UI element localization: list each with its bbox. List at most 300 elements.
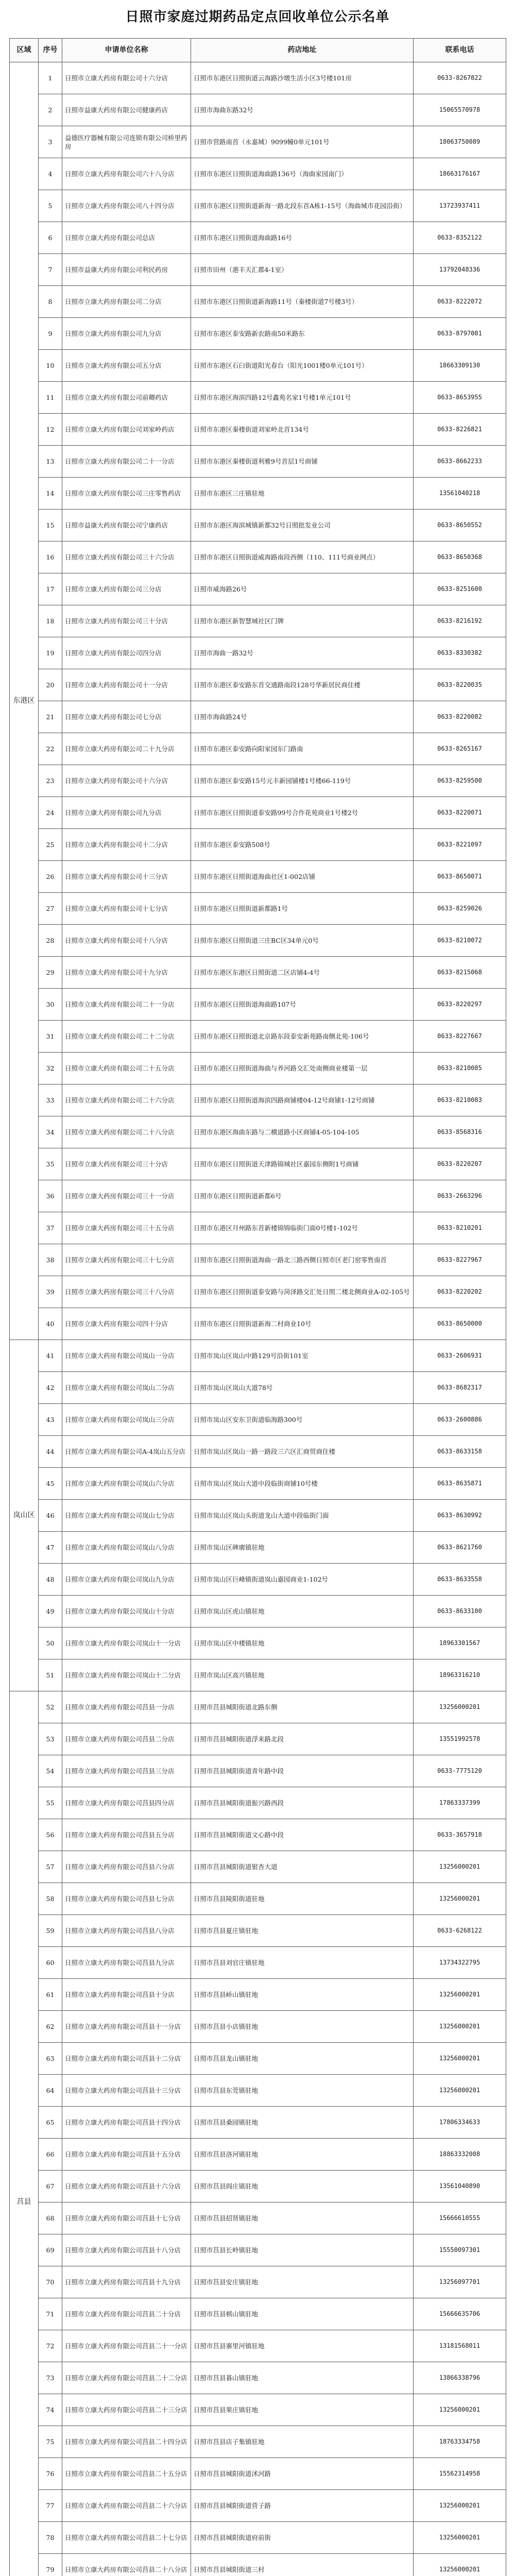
unit-name: 日照市立康大药房有限公司岚山一分店 [62, 1340, 191, 1372]
unit-name: 日照市立康大药房有限公司八十四分店 [62, 190, 191, 222]
unit-name: 日照市立康大药房有限公司莒县二十六分店 [62, 2490, 191, 2522]
contact-phone: 13256000201 [414, 2043, 506, 2075]
row-number: 28 [39, 925, 62, 957]
contact-phone: 0633-8797001 [414, 318, 506, 350]
contact-phone: 13561040218 [414, 478, 506, 510]
table-row [10, 1500, 506, 1532]
store-address: 日照市东港区秦楼街道利雅9号首层1号商铺 [191, 446, 414, 478]
contact-phone: 18863332008 [414, 2139, 506, 2171]
contact-phone: 0633-8633158 [414, 1436, 506, 1468]
unit-name: 日照市立康大药房有限公司岚山二分店 [62, 1372, 191, 1404]
store-address: 日照市东港区日照街道海曲路16号 [191, 222, 414, 254]
unit-name: 日照市立康大药房有限公司三十七分店 [62, 1244, 191, 1276]
row-number: 16 [39, 541, 62, 573]
unit-name: 日照市立康大药房有限公司莒县二十七分店 [62, 2522, 191, 2554]
row-number: 53 [39, 1723, 62, 1755]
unit-name: 日照市立康大药房有限公司岚山三分店 [62, 1404, 191, 1436]
table-row [10, 2107, 506, 2139]
unit-name: 日照市立康大药房有限公司十六分店 [62, 765, 191, 797]
unit-name: 日照市立康大药房有限公司莒县十五分店 [62, 2139, 191, 2171]
table-row [10, 126, 506, 158]
unit-name: 日照市立康大药房有限公司十一分店 [62, 669, 191, 701]
table-row [10, 2426, 506, 2458]
table-row [10, 2139, 506, 2171]
table-row [10, 1564, 506, 1596]
contact-phone: 0633-8330382 [414, 637, 506, 669]
contact-phone: 0633-8568316 [414, 1116, 506, 1148]
table-row [10, 701, 506, 733]
table-row [10, 478, 506, 510]
table-row [10, 2171, 506, 2202]
row-number: 44 [39, 1436, 62, 1468]
table-row [10, 1659, 506, 1691]
unit-name: 日照市立康大药房有限公司二十六分店 [62, 1084, 191, 1116]
row-number: 74 [39, 2394, 62, 2426]
row-number: 3 [39, 126, 62, 158]
table-row [10, 2202, 506, 2234]
row-number: 47 [39, 1532, 62, 1564]
unit-name: 日照市立康大药房有限公司莒县三分店 [62, 1755, 191, 1787]
store-address: 日照市东港区三庄镇驻地 [191, 478, 414, 510]
contact-phone: 0633-8220297 [414, 989, 506, 1021]
store-address: 日照市东港区日照街道海曲与养河路交汇处南侧商业楼第一层 [191, 1053, 414, 1084]
table-row [10, 1947, 506, 1979]
contact-phone: 0633-8210083 [414, 1084, 506, 1116]
unit-name: 日照市益康大药房有限公司宁康药店 [62, 510, 191, 541]
table-row [10, 2490, 506, 2522]
table-row [10, 2362, 506, 2394]
unit-name: 日照市立康大药房有限公司十八分店 [62, 925, 191, 957]
contact-phone: 18763334758 [414, 2426, 506, 2458]
unit-name: 日照市立康大药房有限公司莒县一分店 [62, 1691, 191, 1723]
row-number: 13 [39, 446, 62, 478]
store-address: 日照市莒县城阳街道三村 [191, 2554, 414, 2576]
row-number: 55 [39, 1787, 62, 1819]
table-row [10, 637, 506, 669]
row-number: 63 [39, 2043, 62, 2075]
table-row [10, 1596, 506, 1628]
unit-name: 日照市立康大药房有限公司莒县二十三分店 [62, 2394, 191, 2426]
unit-name: 日照市立康大药房有限公司七分店 [62, 701, 191, 733]
unit-name: 日照市立康大药房有限公司二十一分店 [62, 989, 191, 1021]
contact-phone: 0633-2606931 [414, 1340, 506, 1372]
contact-phone: 0633-8650552 [414, 510, 506, 541]
table-row [10, 1628, 506, 1659]
contact-phone: 13256000201 [414, 1979, 506, 2011]
table-row [10, 541, 506, 573]
unit-name: 日照市益康大药房有限公司健康药店 [62, 94, 191, 126]
store-address: 日照市海曲路24号 [191, 701, 414, 733]
table-row [10, 989, 506, 1021]
column-header-unit-name: 申请单位名称 [62, 39, 191, 62]
table-row [10, 1372, 506, 1404]
store-address: 日照市东港区日照街道新海路11号（秦楼街道7号楼3号） [191, 286, 414, 318]
store-address: 日照市莒县城阳街道沭河路 [191, 2458, 414, 2490]
row-number: 29 [39, 957, 62, 989]
table-row [10, 2330, 506, 2362]
contact-phone: 0633-8682317 [414, 1372, 506, 1404]
district-cell: 莒县 [10, 1691, 39, 2576]
table-row [10, 2043, 506, 2075]
contact-phone: 18963316210 [414, 1659, 506, 1691]
store-address: 日照市东港区日照街道新海二村商业10号 [191, 1308, 414, 1340]
table-row [10, 2458, 506, 2490]
store-address: 日照市东港区日照街道新海一路北段东首A栋1-15号（海曲城市花园沿街） [191, 190, 414, 222]
contact-phone: 18063750089 [414, 126, 506, 158]
table-row [10, 1084, 506, 1116]
contact-phone: 0633-8650071 [414, 861, 506, 893]
contact-phone: 0633-8630992 [414, 1500, 506, 1532]
row-number: 9 [39, 318, 62, 350]
row-number: 27 [39, 893, 62, 925]
store-address: 日照市莒县店子集镇驻地 [191, 2426, 414, 2458]
row-number: 75 [39, 2426, 62, 2458]
store-address: 日照市莒县阎庄镇驻地 [191, 2171, 414, 2202]
table-row [10, 1883, 506, 1915]
table-row [10, 2011, 506, 2043]
row-number: 71 [39, 2298, 62, 2330]
contact-phone: 0633-8226821 [414, 414, 506, 446]
page-title: 日照市家庭过期药品定点回收单位公示名单 [125, 9, 390, 25]
store-address: 日照市莒县城阳街道营子路 [191, 2490, 414, 2522]
store-address: 日照市东港区月州路东首新楼锦锦临街门面0号楼1-102号 [191, 1212, 414, 1244]
store-address: 日照市岚山区岚山大道78号 [191, 1372, 414, 1404]
table-row [10, 893, 506, 925]
store-address: 日照市莒县小店镇驻地 [191, 2011, 414, 2043]
store-address: 日照市东港区泰安路508号 [191, 829, 414, 861]
contact-phone: 0633-8621760 [414, 1532, 506, 1564]
unit-name: 日照市立康大药房有限公司莒县十七分店 [62, 2202, 191, 2234]
table-row [10, 62, 506, 94]
table-row [10, 669, 506, 701]
store-address: 日照市东港区日照街道泰安路99号合作花苑商业1号楼2号 [191, 797, 414, 829]
row-number: 25 [39, 829, 62, 861]
table-row [10, 1116, 506, 1148]
contact-phone: 0633-8222072 [414, 286, 506, 318]
table-row [10, 2522, 506, 2554]
table-row [10, 382, 506, 414]
row-number: 73 [39, 2362, 62, 2394]
contact-phone: 15562314958 [414, 2458, 506, 2490]
unit-name: 日照市立康大药房有限公司三十分店 [62, 1148, 191, 1180]
unit-name: 日照市立康大药房有限公司二分店 [62, 286, 191, 318]
unit-name: 日照市立康大药房有限公司三十八分店 [62, 1276, 191, 1308]
table-header [10, 39, 506, 62]
store-address: 日照市莒县城阳街道文心路中段 [191, 1819, 414, 1851]
table-row [10, 94, 506, 126]
row-number: 65 [39, 2107, 62, 2139]
row-number: 61 [39, 1979, 62, 2011]
table-row [10, 2554, 506, 2576]
unit-name: 日照市立康大药房有限公司莒县十三分店 [62, 2075, 191, 2107]
unit-name: 日照市立康大药房有限公司莒县十二分店 [62, 2043, 191, 2075]
unit-name: 日照市立康大药房有限公司莒县九分店 [62, 1947, 191, 1979]
unit-name: 日照市立康大药房有限公司二十一分店 [62, 446, 191, 478]
contact-phone: 0633-8210085 [414, 1053, 506, 1084]
row-number: 72 [39, 2330, 62, 2362]
unit-name: 日照市立康大药房有限公司岚山十二分店 [62, 1659, 191, 1691]
table-row [10, 254, 506, 286]
row-number: 21 [39, 701, 62, 733]
unit-name: 日照市立康大药房有限公司莒县十八分店 [62, 2234, 191, 2266]
table-row [10, 829, 506, 861]
store-address: 日照市岚山区中楼镇驻地 [191, 1628, 414, 1659]
contact-phone: 0633-8221097 [414, 829, 506, 861]
table-row [10, 1021, 506, 1053]
row-number: 34 [39, 1116, 62, 1148]
contact-phone: 15065570978 [414, 94, 506, 126]
table-row [10, 733, 506, 765]
store-address: 日照市莒县招贤镇驻地 [191, 2202, 414, 2234]
table-row [10, 318, 506, 350]
row-number: 67 [39, 2171, 62, 2202]
contact-phone: 0633-6268122 [414, 1915, 506, 1947]
store-address: 日照市东港区泰安路新农路南50米路东 [191, 318, 414, 350]
row-number: 41 [39, 1340, 62, 1372]
unit-name: 日照市立康大药房有限公司莒县二十五分店 [62, 2458, 191, 2490]
unit-name: 日照市立康大药房有限公司岚山七分店 [62, 1500, 191, 1532]
store-address: 日照市海曲一路32号 [191, 637, 414, 669]
store-address: 日照市莒县夏庄镇驻地 [191, 1915, 414, 1947]
contact-phone: 0633-8650368 [414, 541, 506, 573]
contact-phone: 0633-8653955 [414, 382, 506, 414]
row-number: 43 [39, 1404, 62, 1436]
unit-name: 日照市立康大药房有限公司二十八分店 [62, 1116, 191, 1148]
contact-phone: 13256000201 [414, 2490, 506, 2522]
contact-phone: 13551992578 [414, 1723, 506, 1755]
row-number: 30 [39, 989, 62, 1021]
contact-phone: 0633-8650000 [414, 1308, 506, 1340]
contact-phone: 0633-8215068 [414, 957, 506, 989]
table-row [10, 446, 506, 478]
contact-phone: 0633-8220035 [414, 669, 506, 701]
row-number: 14 [39, 478, 62, 510]
table-row [10, 350, 506, 382]
store-address: 日照市莒县碁山镇驻地 [191, 2362, 414, 2394]
column-header-address: 药店地址 [191, 39, 414, 62]
row-number: 42 [39, 1372, 62, 1404]
table-row [10, 2075, 506, 2107]
unit-name: 日照市立康大药房有限公司三十一分店 [62, 1180, 191, 1212]
store-address: 日照市莒县棋山镇驻地 [191, 2298, 414, 2330]
row-number: 11 [39, 382, 62, 414]
table-row [10, 1532, 506, 1564]
row-number: 32 [39, 1053, 62, 1084]
contact-phone: 13561040890 [414, 2171, 506, 2202]
unit-name: 日照市立康大药房有限公司三庄零售药店 [62, 478, 191, 510]
row-number: 46 [39, 1500, 62, 1532]
store-address: 日照市东港区日照街道海曲一路北三路西侧日照市区老门窑零售南首 [191, 1244, 414, 1276]
row-number: 57 [39, 1851, 62, 1883]
store-address: 日照市东港区海滨四路12号鑫苑名家1号楼1单元101号 [191, 382, 414, 414]
column-header-district: 区域 [10, 39, 39, 62]
row-number: 76 [39, 2458, 62, 2490]
contact-phone: 0633-8210201 [414, 1212, 506, 1244]
contact-phone: 0633-2600886 [414, 1404, 506, 1436]
row-number: 51 [39, 1659, 62, 1691]
unit-name: 日照市立康大药房有限公司五分店 [62, 350, 191, 382]
unit-name: 日照市立康大药房有限公司十九分店 [62, 957, 191, 989]
store-address: 日照市海曲东路32号 [191, 94, 414, 126]
unit-name: 日照市益康大药房有限公司利民药房 [62, 254, 191, 286]
unit-name: 日照市立康大药房有限公司莒县十四分店 [62, 2107, 191, 2139]
contact-phone: 13256097701 [414, 2266, 506, 2298]
store-address: 日照市岚山区岚山中路129号沿街101室 [191, 1340, 414, 1372]
table-row [10, 1851, 506, 1883]
contact-phone: 0633-8267822 [414, 62, 506, 94]
store-address: 日照市东港区日照街道新都6号 [191, 1180, 414, 1212]
unit-name: 日照市立康大药房有限公司十六分店 [62, 62, 191, 94]
unit-name: 日照市立康大药房有限公司岚山六分店 [62, 1468, 191, 1500]
row-number: 49 [39, 1596, 62, 1628]
row-number: 15 [39, 510, 62, 541]
unit-name: 日照市立康大药房有限公司莒县十一分店 [62, 2011, 191, 2043]
row-number: 5 [39, 190, 62, 222]
contact-phone: 13866338796 [414, 2362, 506, 2394]
row-number: 17 [39, 573, 62, 605]
store-address: 日照市东港区泰安路15号元丰新园铺楼1号楼66-119号 [191, 765, 414, 797]
row-number: 31 [39, 1021, 62, 1053]
store-address: 日照市岚山区高兴镇驻地 [191, 1659, 414, 1691]
table-row [10, 1691, 506, 1723]
unit-name: 益德医疗器械有限公司连锁有限公司桥里药房 [62, 126, 191, 158]
store-address: 日照市岚山区岚山大道中段临街商铺10号楼 [191, 1468, 414, 1500]
row-number: 48 [39, 1564, 62, 1596]
contact-phone: 13256000201 [414, 2011, 506, 2043]
store-address: 日照市东港区日照街道新都路1号 [191, 893, 414, 925]
store-address: 日照市莒县城阳街道府前街 [191, 2522, 414, 2554]
row-number: 69 [39, 2234, 62, 2266]
contact-phone: 0633-8633558 [414, 1564, 506, 1596]
store-address: 日照市东港区日照街道海曲路136号（海曲家园南门） [191, 158, 414, 190]
table-row [10, 573, 506, 605]
row-number: 35 [39, 1148, 62, 1180]
table-row [10, 765, 506, 797]
table-row [10, 2234, 506, 2266]
unit-name: 日照市立康大药房有限公司莒县二十一分店 [62, 2330, 191, 2362]
store-address: 日照市莒县峤山镇驻地 [191, 1979, 414, 2011]
contact-phone: 13256000201 [414, 1883, 506, 1915]
row-number: 7 [39, 254, 62, 286]
contact-phone: 0633-8227967 [414, 1244, 506, 1276]
contact-phone: 13792048336 [414, 254, 506, 286]
row-number: 68 [39, 2202, 62, 2234]
store-address: 日照市东港区东港区日照街道二区店铺4-4号 [191, 957, 414, 989]
table-row [10, 510, 506, 541]
store-address: 日照市岚山区虎山镇驻地 [191, 1596, 414, 1628]
row-number: 39 [39, 1276, 62, 1308]
contact-phone: 0633-8635871 [414, 1468, 506, 1500]
row-number: 78 [39, 2522, 62, 2554]
contact-phone: 18963301567 [414, 1628, 506, 1659]
store-address: 日照市东港区石臼街道阳光春台（阳光1001楼0单元101号） [191, 350, 414, 382]
unit-name: 日照市立康大药房有限公司岚山八分店 [62, 1532, 191, 1564]
table-row [10, 1468, 506, 1500]
contact-phone: 17806334633 [414, 2107, 506, 2139]
contact-phone: 0633-8220202 [414, 1276, 506, 1308]
store-address: 日照市莒县寨里河镇驻地 [191, 2330, 414, 2362]
contact-phone: 0633-8259500 [414, 765, 506, 797]
unit-name: 日照市立康大药房有限公司十二分店 [62, 829, 191, 861]
row-number: 62 [39, 2011, 62, 2043]
contact-phone: 0633-8220082 [414, 701, 506, 733]
store-address: 日照市田州（港丰天汇郡4-1室） [191, 254, 414, 286]
store-address: 日照市营路南首（永嘉城）9099幢0单元101号 [191, 126, 414, 158]
row-number: 52 [39, 1691, 62, 1723]
row-number: 2 [39, 94, 62, 126]
store-address: 日照市莒县安庄镇驻地 [191, 2266, 414, 2298]
store-address: 日照市东港区日照街道威海路南段西侧（110、111号商业网点） [191, 541, 414, 573]
contact-phone: 13256000201 [414, 2394, 506, 2426]
store-address: 日照市东港区日照街道三庄BC区34单元0号 [191, 925, 414, 957]
row-number: 26 [39, 861, 62, 893]
store-address: 日照市东港区日照街道海曲社区1-002店铺 [191, 861, 414, 893]
unit-name: 日照市立康大药房有限公司岚山十分店 [62, 1596, 191, 1628]
unit-name: 日照市立康大药房有限公司四十分店 [62, 1308, 191, 1340]
store-address: 日照市莒县桑园镇驻地 [191, 2107, 414, 2139]
store-address: 日照市莒县东莞镇驻地 [191, 2075, 414, 2107]
contact-phone: 0633-8259026 [414, 893, 506, 925]
contact-phone: 13734322795 [414, 1947, 506, 1979]
table-row [10, 605, 506, 637]
unit-name: 日照市立康大药房有限公司二十二分店 [62, 1021, 191, 1053]
row-number: 20 [39, 669, 62, 701]
store-address: 日照市东港区海曲东路与二横道路小区商铺4-05-104-105 [191, 1116, 414, 1148]
table-row [10, 414, 506, 446]
store-address: 日照市莒县城阳街道青年路中段 [191, 1755, 414, 1787]
unit-name: 日照市立康大药房有限公司莒县二十二分店 [62, 2362, 191, 2394]
table-row [10, 1723, 506, 1755]
table-row [10, 1053, 506, 1084]
unit-name: 日照市立康大药房有限公司莒县六分店 [62, 1851, 191, 1883]
unit-name: 日照市立康大药房有限公司岚山十一分店 [62, 1628, 191, 1659]
header-row [10, 39, 506, 62]
store-address: 日照市莒县城阳街道振兴路西段 [191, 1787, 414, 1819]
table-body [10, 62, 506, 2576]
unit-name: 日照市立康大药房有限公司十七分店 [62, 893, 191, 925]
contact-phone: 15666635706 [414, 2298, 506, 2330]
row-number: 37 [39, 1212, 62, 1244]
store-address: 日照市莒县城阳街道北路东侧 [191, 1691, 414, 1723]
unit-name: 日照市立康大药房有限公司二十九分店 [62, 733, 191, 765]
contact-phone: 13256000201 [414, 2522, 506, 2554]
contact-phone: 0633-8633100 [414, 1596, 506, 1628]
contact-phone: 0633-8220207 [414, 1148, 506, 1180]
table-row [10, 286, 506, 318]
row-number: 18 [39, 605, 62, 637]
row-number: 54 [39, 1755, 62, 1787]
unit-name: 日照市立康大药房有限公司三分店 [62, 573, 191, 605]
table-row [10, 1436, 506, 1468]
unit-name: 日照市立康大药房有限公司三十分店 [62, 605, 191, 637]
column-header-number: 序号 [39, 39, 62, 62]
store-address: 日照市东港区泰安路向阳家园东门路南 [191, 733, 414, 765]
store-address: 日照市岚山区安东卫街道临海路300号 [191, 1404, 414, 1436]
recycling-unit-table [9, 38, 506, 2576]
unit-name: 日照市立康大药房有限公司莒县十九分店 [62, 2266, 191, 2298]
table-row [10, 158, 506, 190]
store-address: 日照市岚山区碑廓镇驻地 [191, 1532, 414, 1564]
unit-name: 日照市立康大药房有限公司三十五分店 [62, 1212, 191, 1244]
unit-name: 日照市立康大药房有限公司莒县二十分店 [62, 2298, 191, 2330]
row-number: 10 [39, 350, 62, 382]
store-address: 日照市东港区日照街道海滨四路商铺楼04-12号商铺1-12号商铺 [191, 1084, 414, 1116]
row-number: 45 [39, 1468, 62, 1500]
contact-phone: 15550097301 [414, 2234, 506, 2266]
row-number: 70 [39, 2266, 62, 2298]
contact-phone: 13723937411 [414, 190, 506, 222]
row-number: 79 [39, 2554, 62, 2576]
